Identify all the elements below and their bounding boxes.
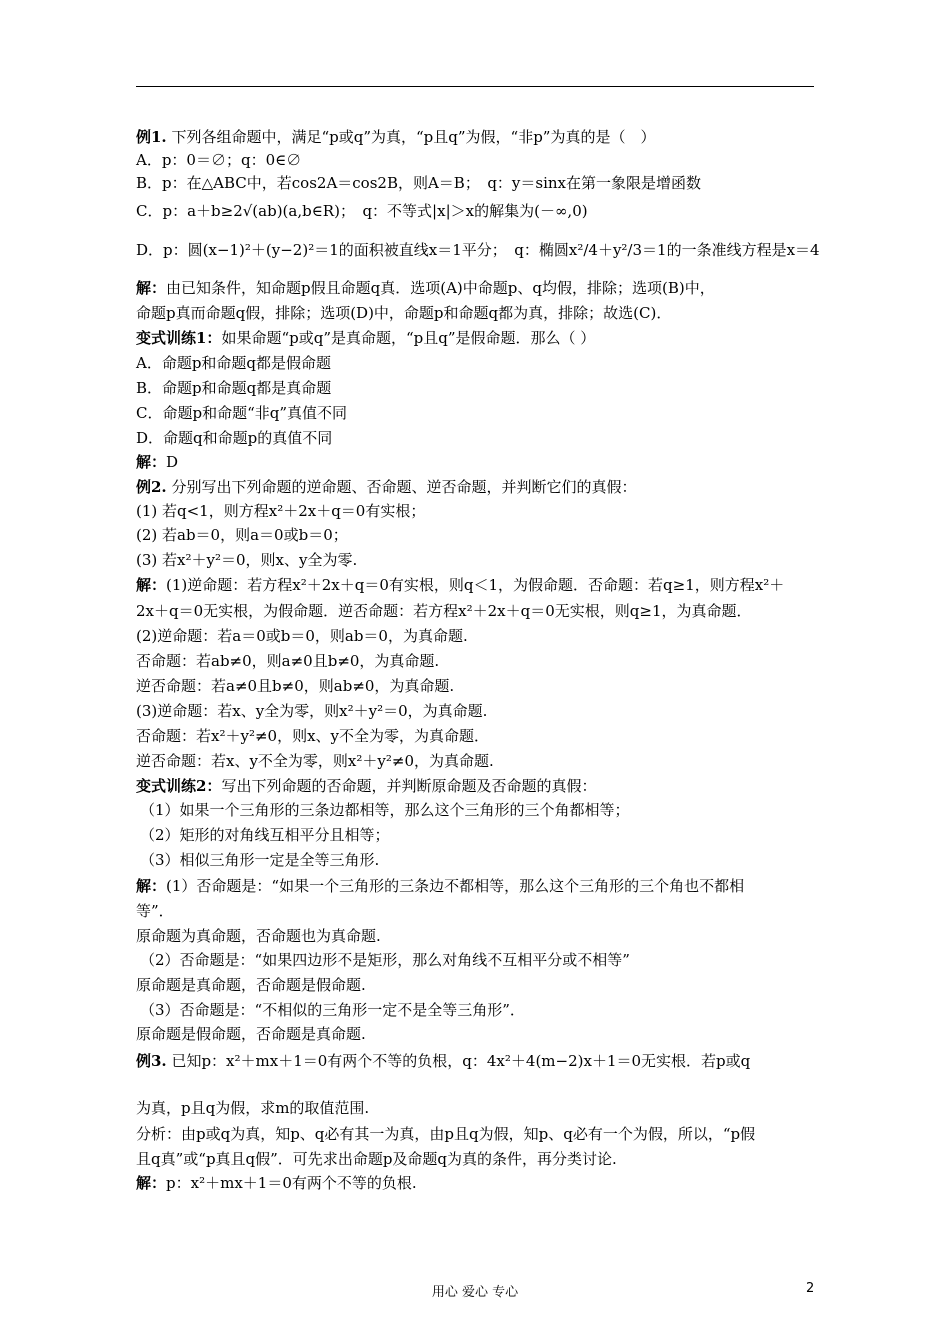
statement: （1）如果一个三角形的三条边都相等，那么这个三角形的三个角都相等； <box>140 801 630 819</box>
page-footer: 用心 爱心 专心 <box>431 1285 519 1300</box>
exercise-option: D．命题q和命题p的真值不同 <box>136 429 333 447</box>
solution-line: (3)逆命题：若x、y全为零，则x²＋y²＝0，为真命题. <box>136 702 488 720</box>
statement: (1) 若q<1，则方程x²＋2x＋q＝0有实根； <box>136 502 426 520</box>
statement: （3）相似三角形一定是全等三角形. <box>140 851 380 869</box>
solution-line: 原命题是假命题，否命题是真命题. <box>136 1025 366 1043</box>
exercise-option: A．命题p和命题q都是假命题 <box>136 354 332 372</box>
solution-line: 原命题为真命题，否命题也为真命题. <box>136 927 381 945</box>
page-number: 2 <box>806 1281 815 1296</box>
solution-line: 逆否命题：若a≠0且b≠0，则ab≠0，为真命题. <box>136 677 455 695</box>
option-b: B．p：在△ABC中，若cos2A＝cos2B，则A＝B； q：y＝sinx在第一象限是增函数 <box>136 174 702 192</box>
solution-line: 解：(1)逆命题：若方程x²＋2x＋q＝0有实根，则q＜1，为假命题．否命题：若q≥1，则方程x²＋ <box>136 576 785 594</box>
statement: (2) 若ab＝0，则a＝0或b＝0； <box>136 526 348 544</box>
solution-line: 解：p：x²＋mx＋1＝0有两个不等的负根. <box>136 1174 417 1192</box>
header-rule <box>136 86 814 87</box>
exercise-option: B．命题p和命题q都是真命题 <box>136 379 332 397</box>
exercise-2-title: 变式训练2：写出下列命题的否命题，并判断原命题及否命题的真假： <box>136 777 597 795</box>
solution-line: （3）否命题是：“不相似的三角形一定不是全等三角形”． <box>140 1001 525 1019</box>
solution-line: 命题p真而命题q假，排除；选项(D)中，命题p和命题q都为真，排除；故选(C)． <box>136 304 672 322</box>
statement: （2）矩形的对角线互相平分且相等； <box>140 826 390 844</box>
example-1-title: 例1. 下列各组命题中，满足“p或q”为真，“p且q”为假，“非p”为真的是（ ） <box>136 128 656 146</box>
solution-line: (2)逆命题：若a＝0或b＝0，则ab＝0，为真命题. <box>136 627 468 645</box>
solution-line: 逆否命题：若x、y不全为零，则x²＋y²≠0，为真命题. <box>136 752 494 770</box>
exercise-option: C．命题p和命题“非q”真值不同 <box>136 404 348 422</box>
analysis-line: 分析：由p或q为真，知p、q必有其一为真，由p且q为假，知p、q必有一个为假，所以，“p假 <box>136 1125 756 1143</box>
exercise-1-answer: 解：D <box>136 453 179 471</box>
solution-line: 原命题是真命题，否命题是假命题. <box>136 976 366 994</box>
solution-line: 解：(1）否命题是：“如果一个三角形的三条边不都相等，那么这个三角形的三个角也不都相 <box>136 877 745 895</box>
solution-line: 否命题：若x²＋y²≠0，则x、y不全为零，为真命题． <box>136 727 490 745</box>
analysis-line: 且q真”或“p真且q假”．可先求出命题p及命题q为真的条件，再分类讨论. <box>136 1150 617 1168</box>
solution-line: 否命题：若ab≠0，则a≠0且b≠0，为真命题. <box>136 652 440 670</box>
example-3-title: 例3. 已知p：x²＋mx＋1＝0有两个不等的负根，q：4x²＋4(m−2)x＋1＝0无实根．若p或q <box>136 1052 751 1070</box>
solution-line: 2x＋q＝0无实根，为假命题．逆否命题：若方程x²＋2x＋q＝0无实根，则q≥1，为真命题． <box>136 602 752 620</box>
option-d: D．p：圆(x−1)²＋(y−2)²＝1的面积被直线x＝1平分； q：椭圆x²/4＋y²/3＝1的一条准线方程是x＝4 <box>136 241 820 259</box>
solution-line: 解：由已知条件，知命题p假且命题q真．选项(A)中命题p、q均假，排除；选项(B)中， <box>136 279 715 297</box>
option-c: C．p：a＋b≥2√(ab)(a,b∈R)； q：不等式|x|＞x的解集为(－∞,0) <box>136 202 588 220</box>
exercise-1-title: 变式训练1：如果命题“p或q”是真命题，“p且q”是假命题．那么（ ） <box>136 329 596 347</box>
solution-line: 等”． <box>136 902 174 920</box>
example-2-title: 例2. 分别写出下列命题的逆命题、否命题、逆否命题，并判断它们的真假： <box>136 478 637 496</box>
statement: (3) 若x²＋y²＝0，则x、y全为零. <box>136 551 358 569</box>
example-3-text: 为真，p且q为假，求m的取值范围. <box>136 1099 370 1117</box>
option-a: A．p：0＝∅；q：0∈∅ <box>136 151 302 169</box>
solution-line: （2）否命题是：“如果四边形不是矩形，那么对角线不互相平分或不相等” <box>140 951 630 969</box>
